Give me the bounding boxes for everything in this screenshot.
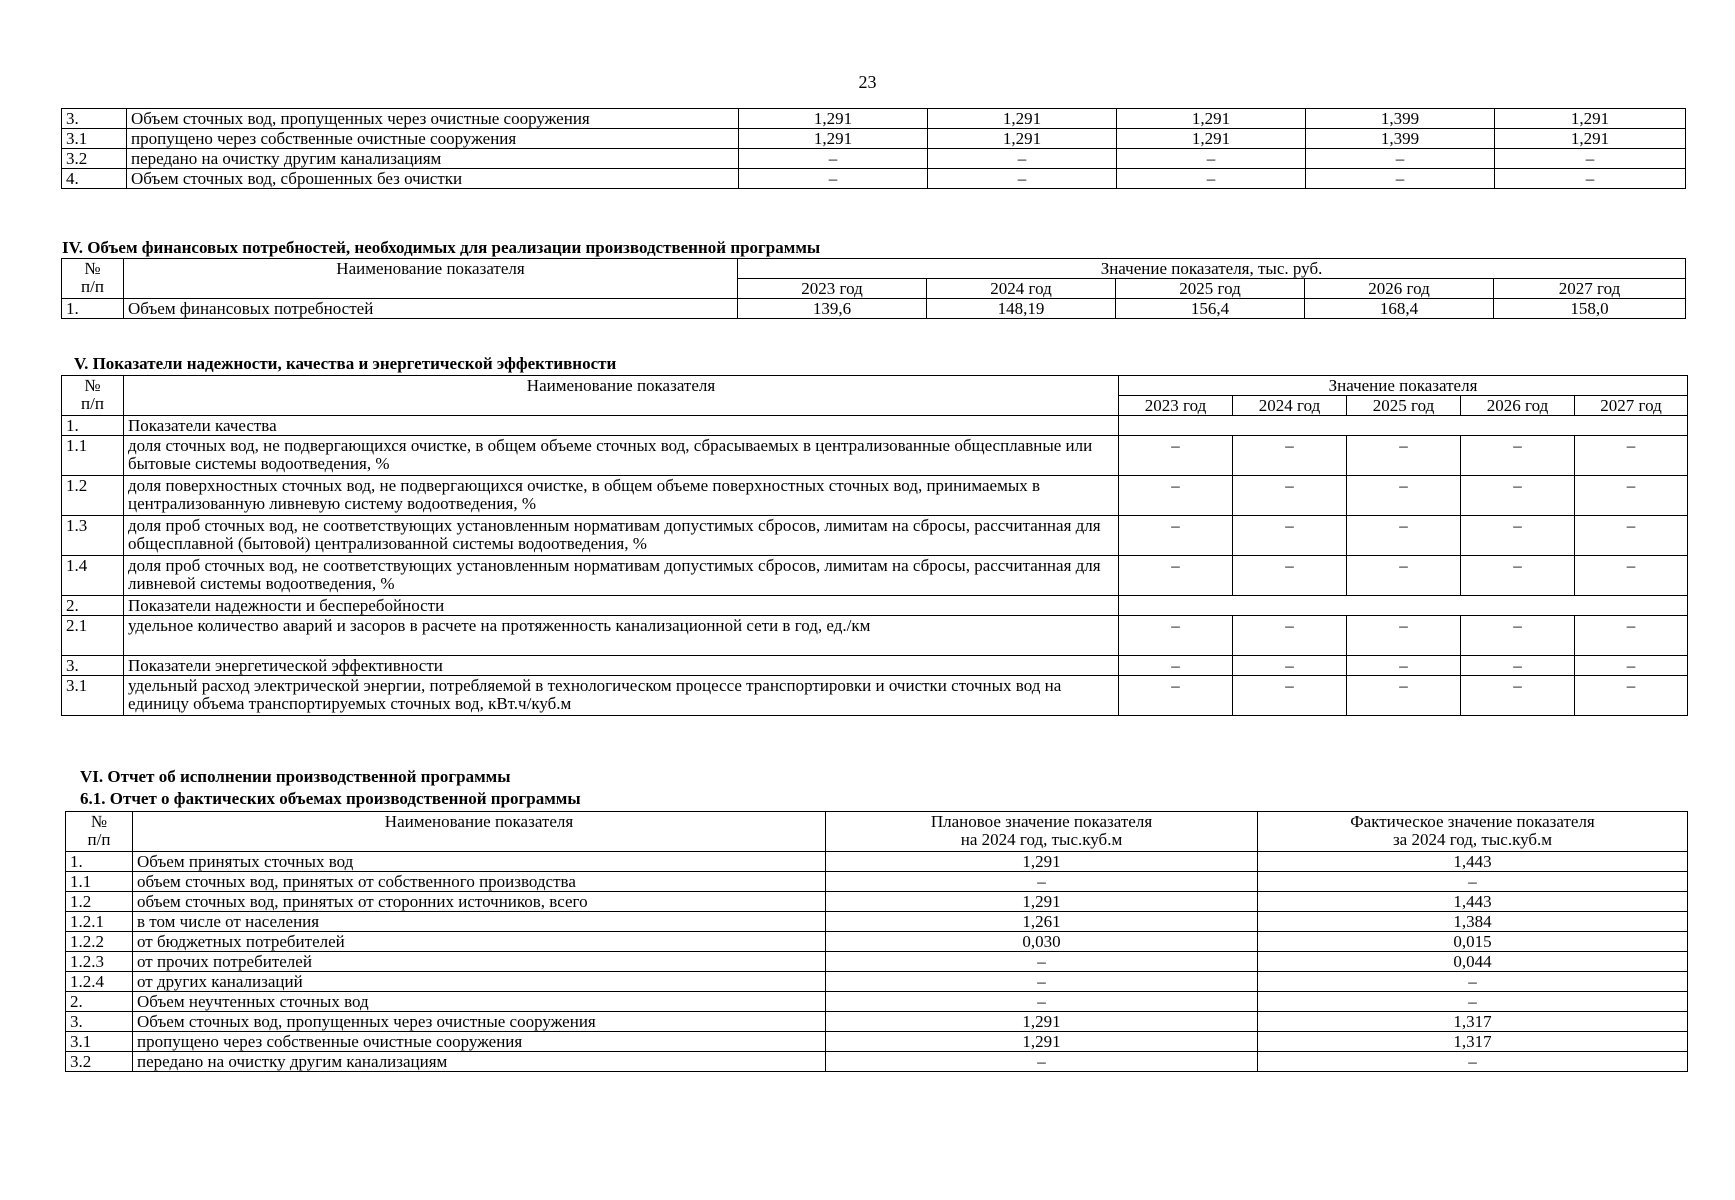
- value-cell: –: [1347, 556, 1461, 596]
- value-cell: 1,291: [1117, 129, 1306, 149]
- value-cell: –: [1119, 556, 1233, 596]
- row-name: доля проб сточных вод, не соответствующих установленным нормативам допустимых сбросов, лимитам на сбросы, рассчитанная для ливневой системы водоотведения, %: [124, 556, 1119, 596]
- row-name: пропущено через собственные очистные сооружения: [127, 129, 739, 149]
- row-name: в том числе от населения: [133, 912, 826, 932]
- col-number-header: № п/п: [62, 376, 124, 416]
- table-row: [62, 169, 1686, 189]
- table-row: [62, 149, 1686, 169]
- year-header: 2026 год: [1461, 396, 1575, 416]
- value-cell: –: [1495, 169, 1686, 189]
- year-header: 2023 год: [1119, 396, 1233, 416]
- value-cell: –: [1117, 149, 1306, 169]
- row-number: 1.2: [66, 892, 133, 912]
- table-row: [62, 416, 1688, 436]
- value-cell: –: [1575, 656, 1688, 676]
- col-name-header: Наименование показателя: [124, 259, 738, 299]
- row-number: 1.4: [62, 556, 124, 596]
- value-cell: –: [1575, 616, 1688, 656]
- value-cell: 1,291: [928, 129, 1117, 149]
- row-number: 3.1: [62, 129, 127, 149]
- value-cell: 148,19: [927, 299, 1116, 319]
- table-row: [66, 932, 1688, 952]
- year-header: 2023 год: [738, 279, 927, 299]
- value-cell: –: [1347, 676, 1461, 716]
- empty-value-cell: [1119, 416, 1688, 436]
- value-cell: 1,291: [928, 109, 1117, 129]
- row-number: 2.1: [62, 616, 124, 656]
- row-number: 1.3: [62, 516, 124, 556]
- value-cell: –: [1347, 616, 1461, 656]
- row-number: 3.1: [62, 676, 124, 716]
- row-name: Объем принятых сточных вод: [133, 852, 826, 872]
- plan-value-cell: 1,291: [826, 892, 1258, 912]
- row-number: 2.: [66, 992, 133, 1012]
- plan-value-cell: –: [826, 952, 1258, 972]
- fact-value-cell: 1,443: [1258, 892, 1688, 912]
- value-cell: 1,399: [1306, 109, 1495, 129]
- value-cell: –: [1306, 149, 1495, 169]
- value-cell: –: [1119, 676, 1233, 716]
- year-header: 2024 год: [927, 279, 1116, 299]
- value-cell: –: [1461, 616, 1575, 656]
- table-row: [62, 299, 1686, 319]
- value-cell: –: [1233, 436, 1347, 476]
- plan-value-cell: 1,291: [826, 1012, 1258, 1032]
- fact-value-cell: –: [1258, 1052, 1688, 1072]
- plan-value-cell: 1,261: [826, 912, 1258, 932]
- row-name: объем сточных вод, принятых от собственного производства: [133, 872, 826, 892]
- fact-value-cell: 1,317: [1258, 1012, 1688, 1032]
- row-name: удельный расход электрической энергии, потребляемой в технологическом процессе транспортировки и очистки сточных вод на единицу объема транспортируемых сточных вод, кВт.ч/куб.м: [124, 676, 1119, 716]
- table-row: [66, 1012, 1688, 1032]
- row-name: Показатели надежности и бесперебойности: [124, 596, 1119, 616]
- reliability-indicators-table: [61, 375, 1688, 716]
- value-cell: 1,291: [1495, 129, 1686, 149]
- table-row: [66, 1052, 1688, 1072]
- fact-value-cell: 1,443: [1258, 852, 1688, 872]
- table-row: [62, 436, 1688, 476]
- col-name-header: Наименование показателя: [133, 812, 826, 852]
- row-number: 1.: [62, 299, 124, 319]
- table-row: [66, 912, 1688, 932]
- row-name: Объем неучтенных сточных вод: [133, 992, 826, 1012]
- year-header: 2027 год: [1575, 396, 1688, 416]
- row-name: Показатели энергетической эффективности: [124, 656, 1119, 676]
- row-name: Объем сточных вод, сброшенных без очистки: [127, 169, 739, 189]
- value-cell: –: [928, 149, 1117, 169]
- value-cell: 156,4: [1116, 299, 1305, 319]
- col-name-header: Наименование показателя: [124, 376, 1119, 416]
- table-row: [66, 892, 1688, 912]
- year-header: 2025 год: [1347, 396, 1461, 416]
- row-name: Объем финансовых потребностей: [124, 299, 738, 319]
- value-cell: 1,291: [739, 129, 928, 149]
- value-cell: –: [1233, 656, 1347, 676]
- value-cell: –: [1233, 516, 1347, 556]
- year-header: 2025 год: [1116, 279, 1305, 299]
- value-cell: –: [1233, 616, 1347, 656]
- value-cell: –: [1575, 516, 1688, 556]
- fact-value-cell: 0,044: [1258, 952, 1688, 972]
- col-number-header: № п/п: [66, 812, 133, 852]
- row-name: от прочих потребителей: [133, 952, 826, 972]
- row-number: 2.: [62, 596, 124, 616]
- fact-value-cell: 1,384: [1258, 912, 1688, 932]
- row-name: доля поверхностных сточных вод, не подвергающихся очистке, в общем объеме поверхностных сточных вод, принимаемых в централизованную ливневую систему водоотведения, %: [124, 476, 1119, 516]
- row-name: доля проб сточных вод, не соответствующих установленным нормативам допустимых сбросов, лимитам на сбросы, рассчитанная для общесплавной (бытовой) централизованной системы водоотведения, %: [124, 516, 1119, 556]
- row-number: 3.: [66, 1012, 133, 1032]
- table-row: [62, 556, 1688, 596]
- value-cell: –: [739, 149, 928, 169]
- value-cell: –: [1233, 676, 1347, 716]
- plan-value-cell: –: [826, 872, 1258, 892]
- plan-value-cell: 1,291: [826, 852, 1258, 872]
- value-cell: –: [928, 169, 1117, 189]
- value-cell: –: [1119, 436, 1233, 476]
- empty-value-cell: [1119, 596, 1688, 616]
- table-row: [62, 516, 1688, 556]
- row-number: 1.2.4: [66, 972, 133, 992]
- value-cell: –: [1575, 676, 1688, 716]
- value-cell: 1,399: [1306, 129, 1495, 149]
- value-cell: –: [1495, 149, 1686, 169]
- plan-value-cell: 0,030: [826, 932, 1258, 952]
- row-name: передано на очистку другим канализациям: [127, 149, 739, 169]
- value-cell: 139,6: [738, 299, 927, 319]
- row-name: от других канализаций: [133, 972, 826, 992]
- row-name: Объем сточных вод, пропущенных через очистные сооружения: [133, 1012, 826, 1032]
- value-cell: –: [739, 169, 928, 189]
- year-header: 2027 год: [1494, 279, 1686, 299]
- row-name: доля сточных вод, не подвергающихся очистке, в общем объеме сточных вод, сбрасываемых в централизованные общесплавные или бытовые системы водоотведения, %: [124, 436, 1119, 476]
- value-cell: –: [1119, 616, 1233, 656]
- table-row: [66, 972, 1688, 992]
- value-cell: –: [1461, 676, 1575, 716]
- value-cell: –: [1119, 476, 1233, 516]
- row-name: Показатели качества: [124, 416, 1119, 436]
- year-header: 2024 год: [1233, 396, 1347, 416]
- value-cell: –: [1347, 476, 1461, 516]
- fact-value-cell: 1,317: [1258, 1032, 1688, 1052]
- table-row: [62, 109, 1686, 129]
- value-cell: –: [1461, 556, 1575, 596]
- financial-needs-table: [61, 258, 1686, 319]
- row-number: 1.2.1: [66, 912, 133, 932]
- plan-value-cell: 1,291: [826, 1032, 1258, 1052]
- header-row: [66, 812, 1688, 852]
- table-row: [66, 1032, 1688, 1052]
- value-cell: –: [1119, 516, 1233, 556]
- value-cell: –: [1575, 476, 1688, 516]
- value-cell: –: [1575, 556, 1688, 596]
- row-number: 3.: [62, 656, 124, 676]
- value-cell: –: [1461, 656, 1575, 676]
- value-cell: –: [1461, 476, 1575, 516]
- section-4-title: IV. Объем финансовых потребностей, необходимых для реализации производственной программы: [62, 238, 821, 257]
- row-number: 1.2: [62, 476, 124, 516]
- plan-value-cell: –: [826, 992, 1258, 1012]
- value-cell: –: [1306, 169, 1495, 189]
- row-name: передано на очистку другим канализациям: [133, 1052, 826, 1072]
- page-number: 23: [858, 72, 877, 92]
- value-cell: –: [1347, 436, 1461, 476]
- row-number: 3.2: [66, 1052, 133, 1072]
- col-plan-header: Плановое значение показателя на 2024 год, тыс.куб.м: [826, 812, 1258, 852]
- header-row: [62, 376, 1688, 396]
- plan-value-cell: –: [826, 972, 1258, 992]
- value-cell: –: [1117, 169, 1306, 189]
- value-cell: 158,0: [1494, 299, 1686, 319]
- row-number: 1.: [66, 852, 133, 872]
- table-row: [62, 596, 1688, 616]
- table-row: [62, 656, 1688, 676]
- value-cell: –: [1347, 656, 1461, 676]
- value-cell: 1,291: [1495, 109, 1686, 129]
- table-row: [62, 476, 1688, 516]
- row-name: объем сточных вод, принятых от сторонних источников, всего: [133, 892, 826, 912]
- table-row: [66, 992, 1688, 1012]
- table-row: [66, 852, 1688, 872]
- value-cell: 1,291: [1117, 109, 1306, 129]
- value-cell: 1,291: [739, 109, 928, 129]
- table-row: [66, 952, 1688, 972]
- col-value-header: Значение показателя, тыс. руб.: [738, 259, 1686, 279]
- value-cell: –: [1119, 656, 1233, 676]
- value-cell: 168,4: [1305, 299, 1494, 319]
- col-value-header: Значение показателя: [1119, 376, 1688, 396]
- year-header: 2026 год: [1305, 279, 1494, 299]
- row-number: 1.2.3: [66, 952, 133, 972]
- table-row: [62, 676, 1688, 716]
- value-cell: –: [1233, 476, 1347, 516]
- value-cell: –: [1347, 516, 1461, 556]
- col-fact-header: Фактическое значение показателя за 2024 год, тыс.куб.м: [1258, 812, 1688, 852]
- row-name: пропущено через собственные очистные сооружения: [133, 1032, 826, 1052]
- row-name: удельное количество аварий и засоров в расчете на протяженность канализационной сети в год, ед./км: [124, 616, 1119, 656]
- row-number: 1.1: [62, 436, 124, 476]
- row-number: 3.2: [62, 149, 127, 169]
- fact-value-cell: 0,015: [1258, 932, 1688, 952]
- value-cell: –: [1575, 436, 1688, 476]
- row-name: от бюджетных потребителей: [133, 932, 826, 952]
- row-number: 3.: [62, 109, 127, 129]
- table-row: [62, 616, 1688, 656]
- section-6-title: VI. Отчет об исполнении производственной программы: [80, 767, 511, 786]
- value-cell: –: [1461, 436, 1575, 476]
- section-6-1-subtitle: 6.1. Отчет о фактических объемах производственной программы: [80, 789, 581, 808]
- value-cell: –: [1233, 556, 1347, 596]
- plan-value-cell: –: [826, 1052, 1258, 1072]
- fact-value-cell: –: [1258, 972, 1688, 992]
- row-number: 4.: [62, 169, 127, 189]
- table-row: [62, 129, 1686, 149]
- fact-value-cell: –: [1258, 992, 1688, 1012]
- actual-volumes-table: [65, 811, 1688, 1072]
- row-name: Объем сточных вод, пропущенных через очистные сооружения: [127, 109, 739, 129]
- row-number: 1.2.2: [66, 932, 133, 952]
- row-number: 1.: [62, 416, 124, 436]
- fact-value-cell: –: [1258, 872, 1688, 892]
- row-number: 1.1: [66, 872, 133, 892]
- row-number: 3.1: [66, 1032, 133, 1052]
- table-row: [66, 872, 1688, 892]
- value-cell: –: [1461, 516, 1575, 556]
- col-number-header: № п/п: [62, 259, 124, 299]
- header-row: [62, 259, 1686, 279]
- section-5-title: V. Показатели надежности, качества и энергетической эффективности: [74, 354, 617, 373]
- continuation-table: [61, 108, 1686, 189]
